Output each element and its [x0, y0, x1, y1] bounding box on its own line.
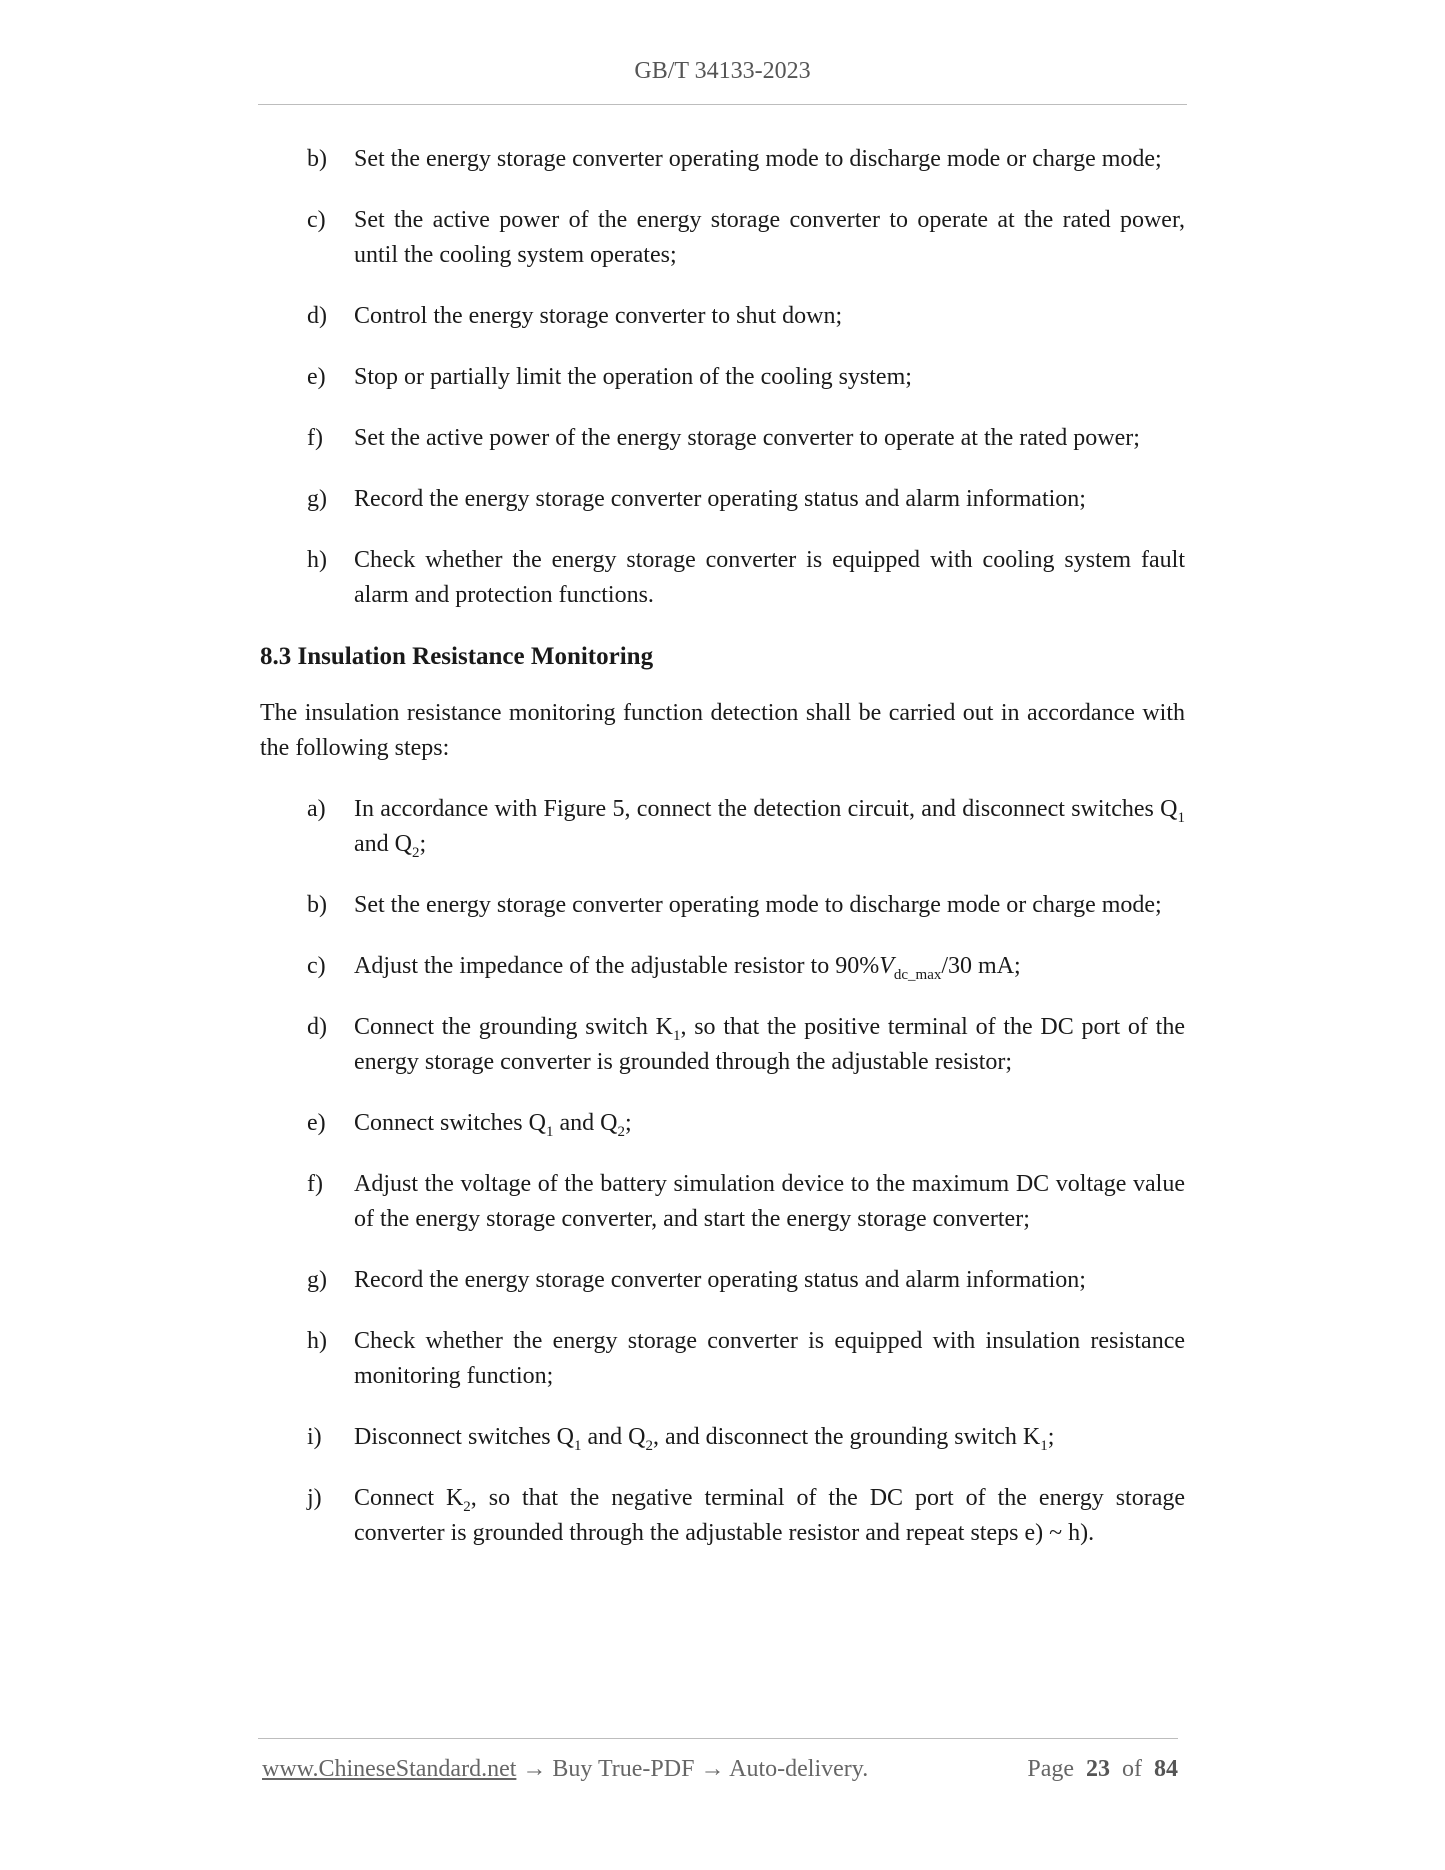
list-text: Stop or partially limit the operation of the cooling system; — [354, 364, 912, 390]
list-label: c) — [307, 207, 326, 233]
list-label: b) — [307, 146, 327, 172]
document-header: GB/T 34133-2023 — [634, 58, 811, 84]
step-h — [260, 1324, 1185, 1394]
list-text: Adjust the voltage of the battery simulation device to the maximum DC voltage value of the energy storage converter, and start the energy storage converter; — [354, 1171, 1185, 1232]
step-e — [260, 1106, 1185, 1141]
list-label: d) — [307, 303, 327, 329]
list-item-g — [260, 482, 1185, 517]
step-d — [260, 1010, 1185, 1080]
list-label: g) — [307, 486, 327, 512]
list-label: j) — [307, 1485, 322, 1511]
list-text: Set the energy storage converter operating mode to discharge mode or charge mode; — [354, 146, 1162, 172]
list-item-d — [260, 299, 1185, 334]
list-label: d) — [307, 1014, 327, 1040]
list-item-c — [260, 203, 1185, 273]
step-j — [260, 1481, 1185, 1551]
list-label: g) — [307, 1267, 327, 1293]
list-label: f) — [307, 1171, 323, 1197]
step-f — [260, 1167, 1185, 1237]
list-text: Connect $K_2$, so that the negative terminal of the DC port of the energy storage converter is grounded through the adjustable resistor and repeat steps e) ~ h). — [354, 1485, 1186, 1546]
delivery-text: Auto-delivery. — [729, 1756, 869, 1782]
list-label: a) — [307, 796, 326, 822]
arrow-icon: → — [694, 1756, 730, 1782]
list-text: Connect the grounding switch $K_1$, so that the positive terminal of the DC port of the energy storage converter is grounded through the adjustable resistor; — [354, 1014, 1185, 1075]
list-label: e) — [307, 1110, 326, 1136]
page-body — [260, 142, 1185, 1577]
list-label: h) — [307, 547, 327, 573]
section-heading: 8.3 Insulation Resistance Monitoring — [260, 643, 654, 670]
list-text: Disconnect switches $Q_1$ and $Q_2$, and disconnect the grounding switch $K_1$; — [354, 1424, 1055, 1454]
list-text: Check whether the energy storage converter is equipped with insulation resistance monitoring function; — [354, 1328, 1185, 1389]
buy-pdf-text: Buy True-PDF — [552, 1756, 695, 1782]
list-label: c) — [307, 953, 326, 979]
list-label: f) — [307, 425, 323, 451]
list-text: Set the active power of the energy storage converter to operate at the rated power, until the cooling system operates; — [354, 207, 1185, 268]
list-text: Set the active power of the energy storage converter to operate at the rated power; — [354, 425, 1140, 451]
list-label: b) — [307, 892, 327, 918]
page-number: Page 23 of 84 — [1027, 1756, 1178, 1782]
footer-promo — [262, 1756, 868, 1783]
list-text: Control the energy storage converter to shut down; — [354, 303, 843, 329]
step-g — [260, 1263, 1185, 1298]
arrow-icon: → — [516, 1756, 553, 1782]
list-label: e) — [307, 364, 326, 390]
list-label: h) — [307, 1328, 327, 1354]
step-i — [260, 1420, 1185, 1455]
list-text: Record the energy storage converter operating status and alarm information; — [354, 1267, 1086, 1293]
list-item-b — [260, 142, 1185, 177]
list-text: In accordance with Figure 5, connect the detection circuit, and disconnect switches $Q_1$ and $Q_2$; — [354, 796, 1185, 861]
section-intro: The insulation resistance monitoring function detection shall be carried out in accordance with the following steps: — [260, 700, 1185, 761]
website-link[interactable]: www.ChineseStandard.net — [262, 1756, 517, 1782]
list-text: Connect switches $Q_1$ and $Q_2$; — [354, 1110, 632, 1140]
list-text: Check whether the energy storage converter is equipped with cooling system fault alarm and protection functions. — [354, 547, 1185, 608]
list-text: Record the energy storage converter operating status and alarm information; — [354, 486, 1086, 512]
step-b — [260, 888, 1185, 923]
list-item-h — [260, 543, 1185, 613]
header-divider — [258, 104, 1187, 105]
page-footer — [262, 1756, 1178, 1783]
footer-divider — [258, 1738, 1178, 1739]
list-label: i) — [307, 1424, 322, 1450]
list-text: Adjust the impedance of the adjustable resistor to $90\%V_{dc\_max}/30$ mA; — [354, 953, 1021, 983]
list-item-f — [260, 421, 1185, 456]
list-text: Set the energy storage converter operating mode to discharge mode or charge mode; — [354, 892, 1162, 918]
list-item-e — [260, 360, 1185, 395]
step-c — [260, 949, 1185, 984]
step-a — [260, 792, 1185, 862]
